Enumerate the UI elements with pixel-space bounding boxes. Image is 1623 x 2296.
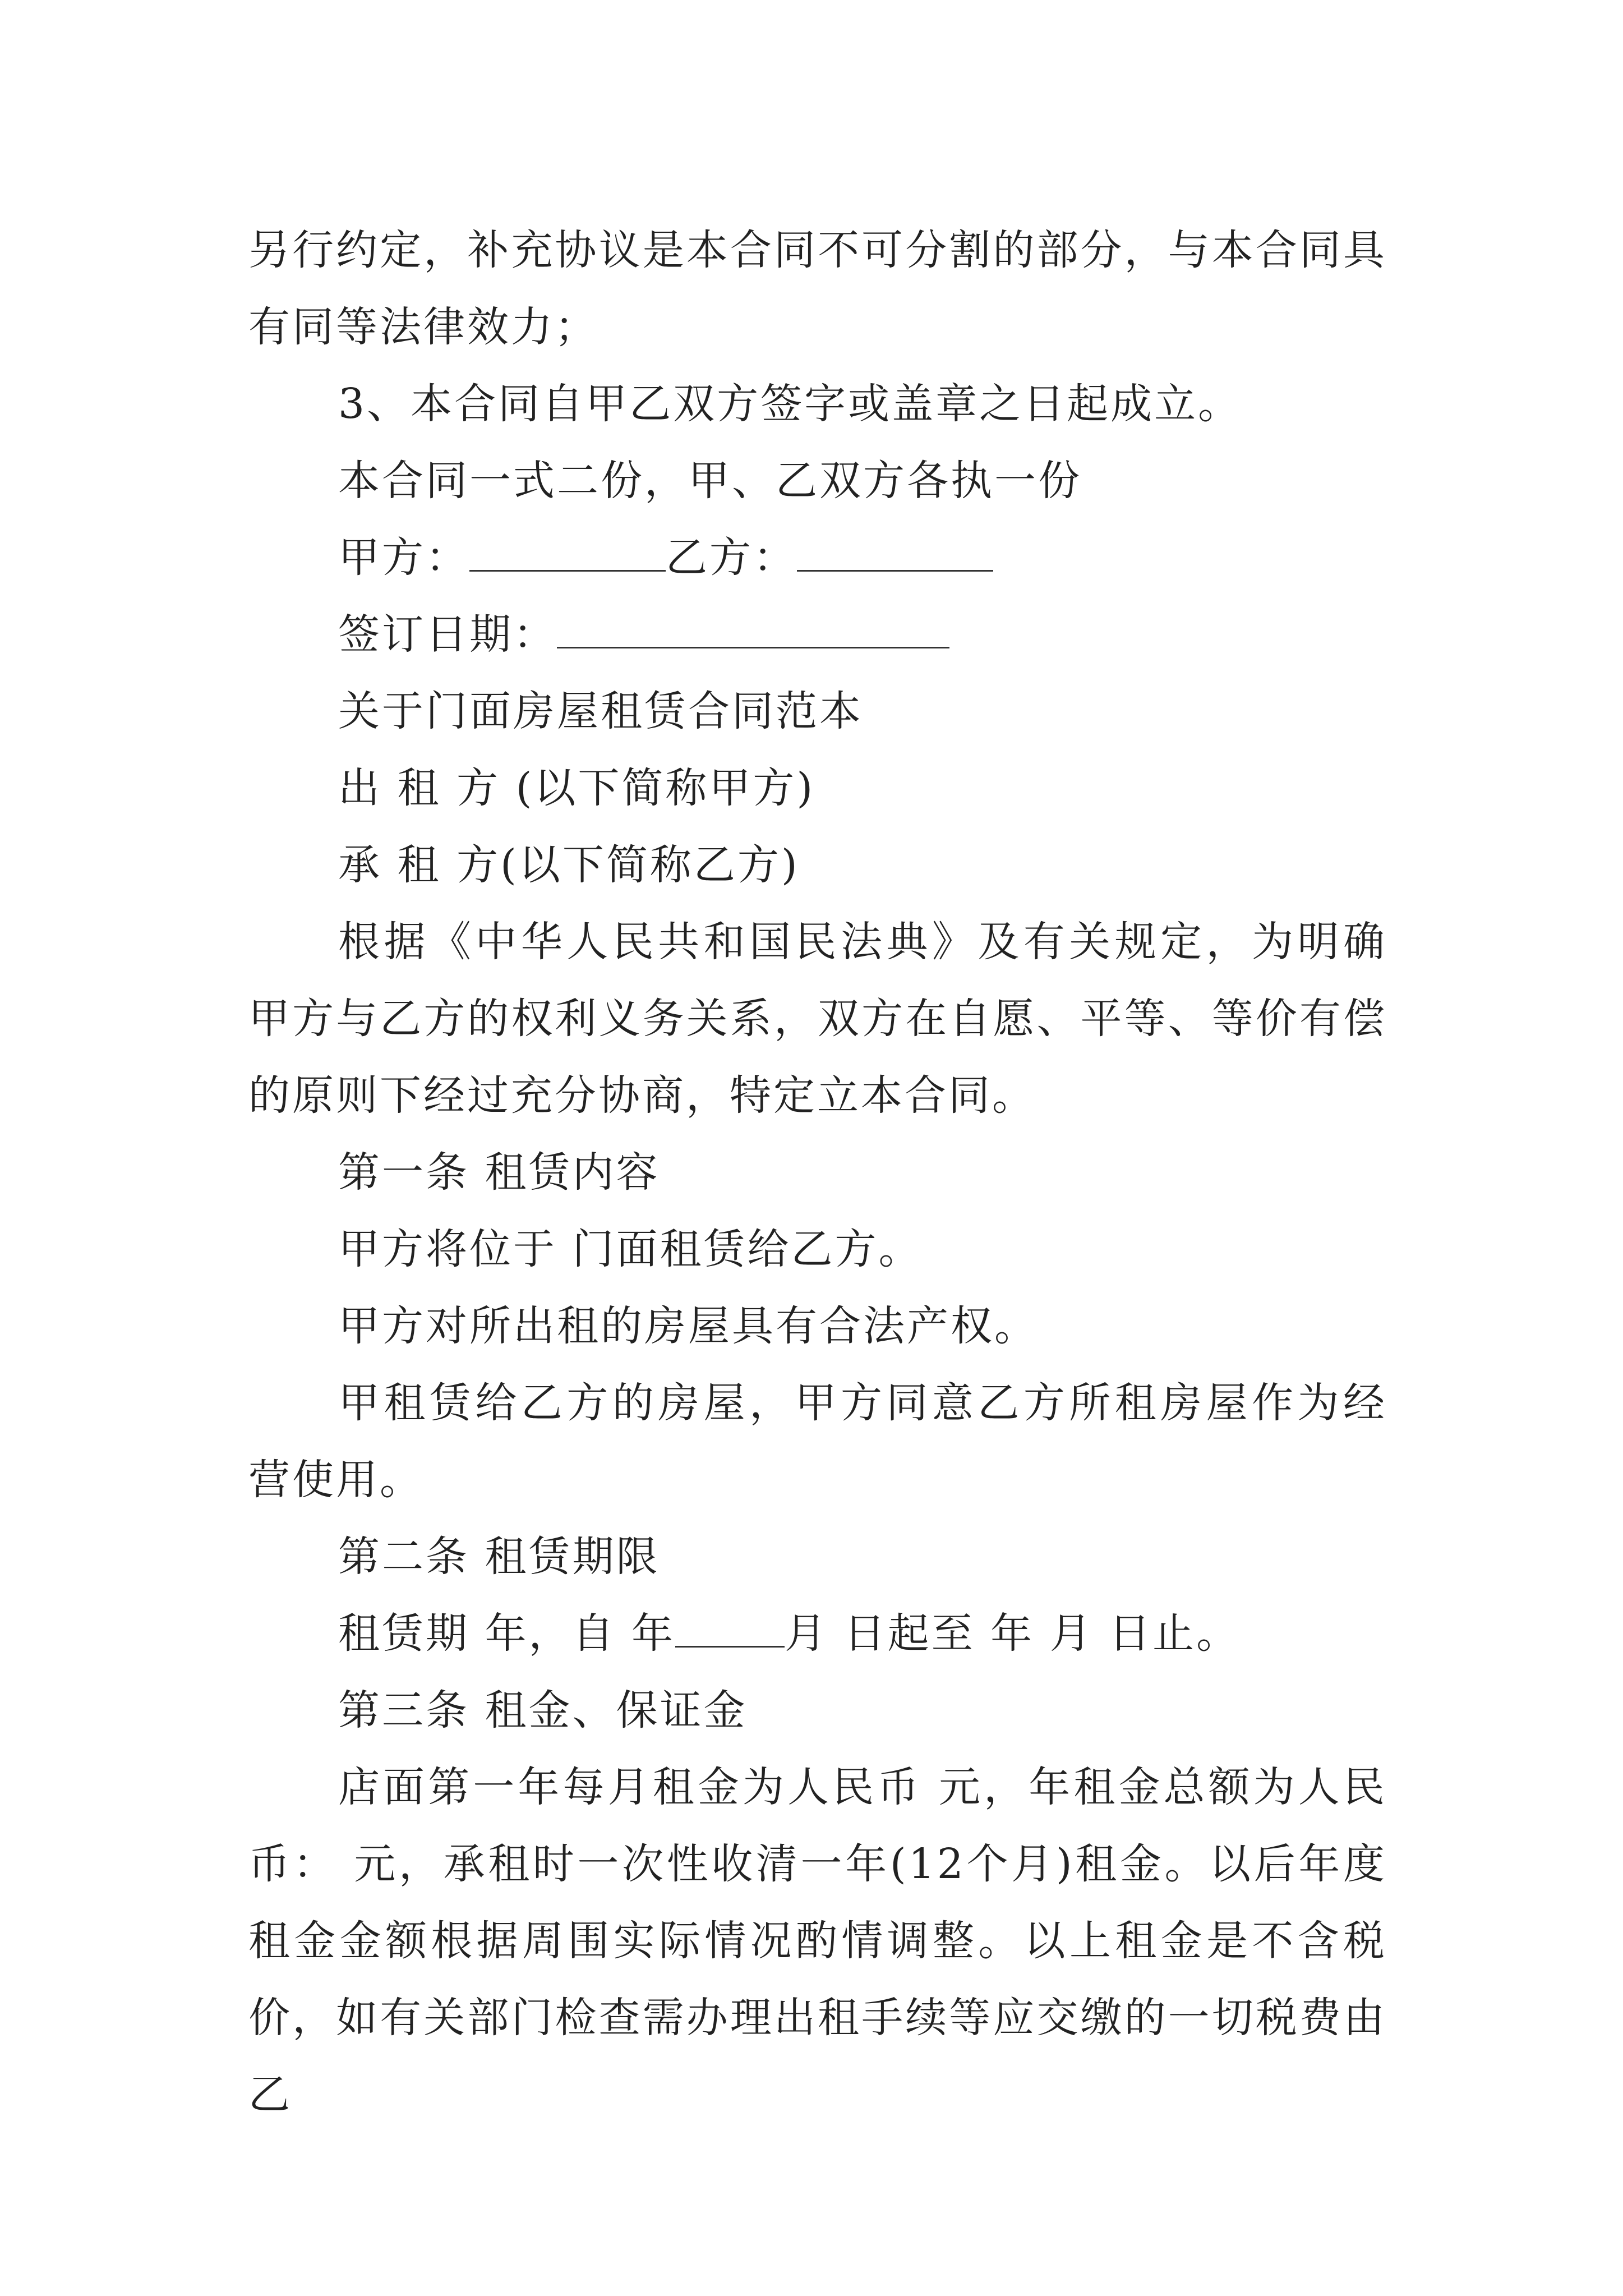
article-1-heading: 第一条 租赁内容 — [338, 1148, 660, 1197]
document-body — [248, 212, 1387, 2133]
article-1-paragraph-2: 甲方对所出租的房屋具有合法产权。 — [338, 1302, 1038, 1350]
paragraph-effective: 3、本合同自甲乙双方签字或盖章之日起成立。 — [338, 380, 1242, 428]
lease-term-text-end: 月 日起至 年 月 日止。 — [785, 1609, 1241, 1658]
article-2-paragraph-1 — [248, 1595, 1387, 1672]
paragraph-supplement: 另行约定，补充协议是本合同不可分割的部分，与本合同具有同等法律效力； — [248, 226, 1387, 351]
sign-date-blank — [557, 612, 949, 648]
party-a-blank — [469, 535, 666, 572]
article-3-heading: 第三条 租金、保证金 — [338, 1686, 748, 1734]
paragraph-copies: 本合同一式二份，甲、乙双方各执一份 — [338, 457, 1082, 505]
signature-line — [248, 519, 1387, 596]
article-2-heading: 第二条 租赁期限 — [338, 1533, 660, 1581]
article-1-paragraph-3: 甲租赁给乙方的房屋，甲方同意乙方所租房屋作为经营使用。 — [248, 1379, 1387, 1504]
sign-date-label: 签订日期： — [338, 610, 557, 659]
party-b-blank — [797, 535, 993, 572]
lease-month-blank — [675, 1611, 785, 1648]
sign-date-line — [248, 596, 1387, 673]
lessee-line: 承 租 方(以下简称乙方) — [338, 841, 800, 889]
party-a-label: 甲方： — [338, 533, 469, 582]
preamble-paragraph: 根据《中华人民共和国民法典》及有关规定，为明确甲方与乙方的权利义务关系，双方在自愿、平等、等价有偿的原则下经过充分协商，特定立本合同。 — [248, 918, 1387, 1120]
article-1-paragraph-1: 甲方将位于 门面租赁给乙方。 — [338, 1225, 923, 1273]
lease-term-text-start: 租赁期 年，自 年 — [338, 1609, 676, 1658]
lessor-line: 出 租 方 (以下简称甲方) — [338, 764, 815, 812]
contract-title: 关于门面房屋租赁合同范本 — [338, 687, 863, 735]
party-b-label: 乙方： — [666, 533, 797, 582]
article-3-paragraph-1: 店面第一年每月租金为人民币 元，年租金总额为人民币： 元，承租时一次性收清一年(12个月)租金。以后年度租金金额根据周围实际情况酌情调整。以上租金是不含税价，如有关部门检查需办理出租手续等应交缴的一切税费由乙 — [248, 1763, 1387, 2119]
